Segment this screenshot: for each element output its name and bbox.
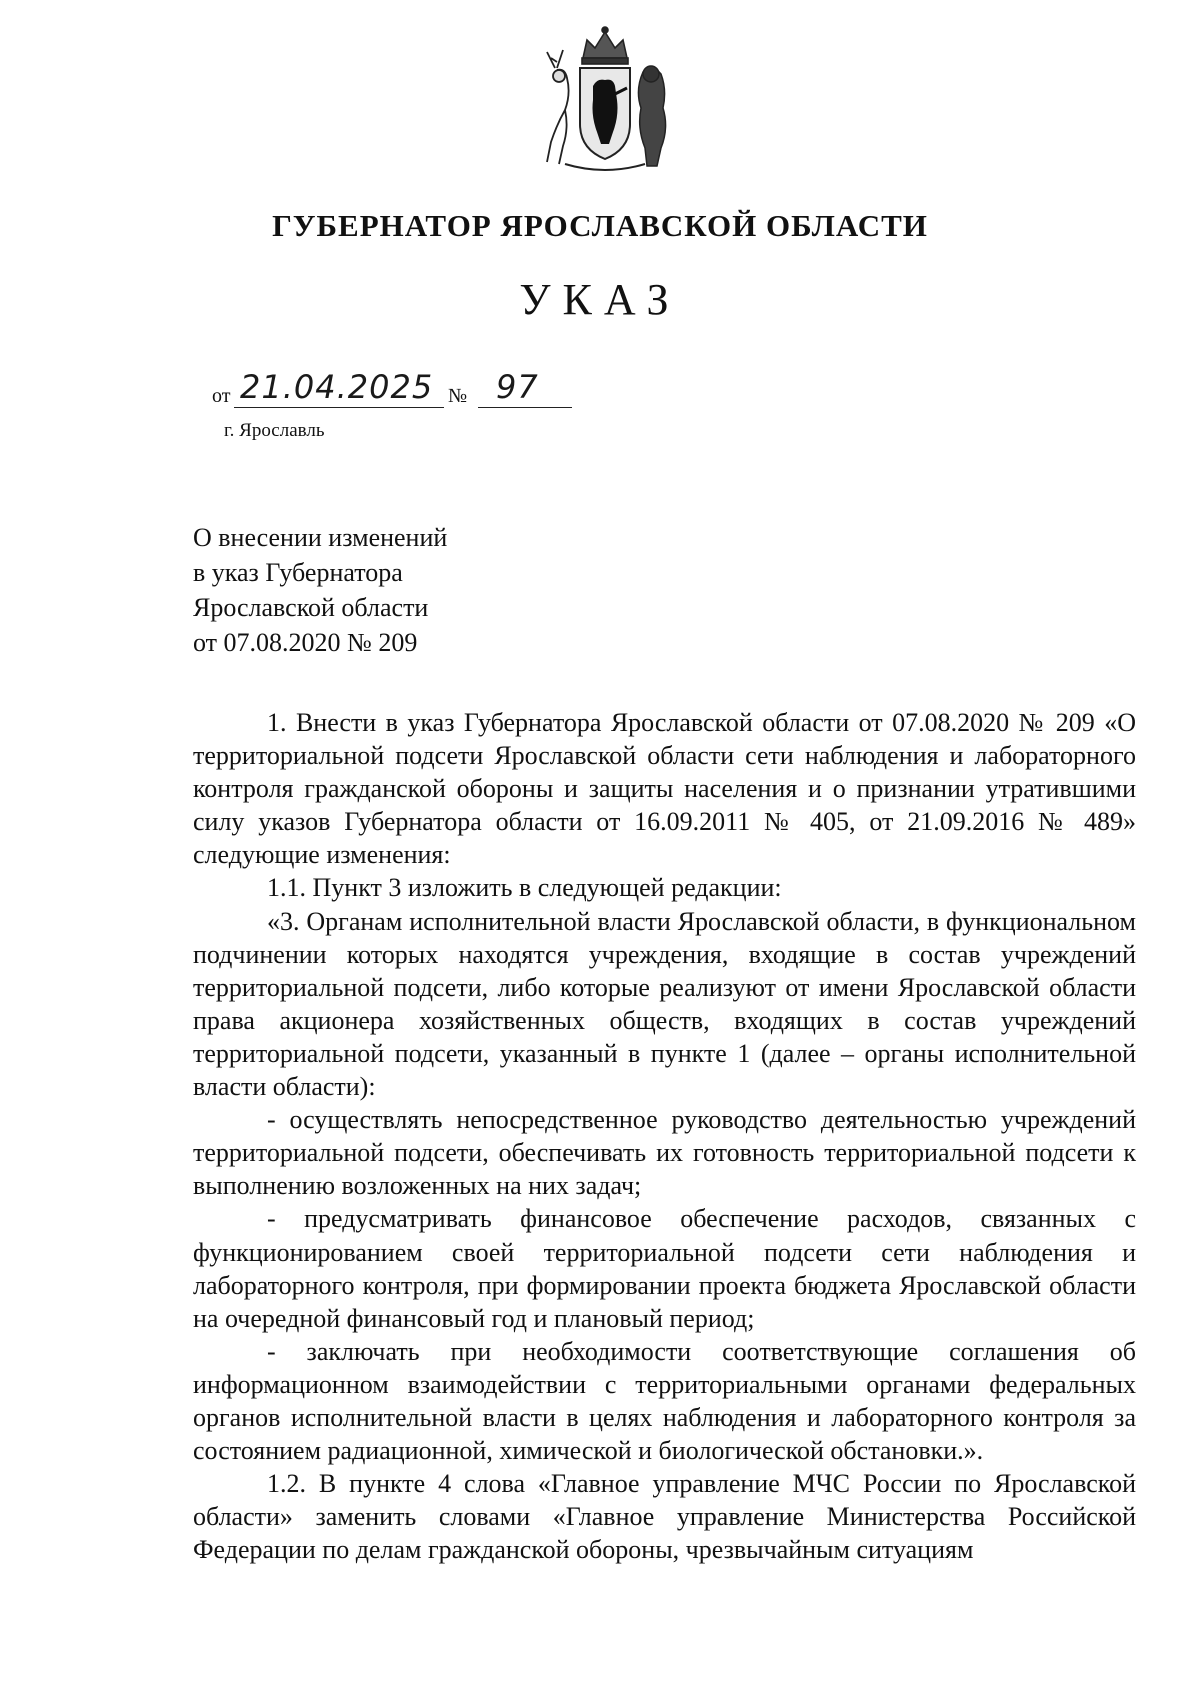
subject-line: О внесении изменений (193, 523, 448, 552)
paragraph-1: 1. Внести в указ Губернатора Ярославской области от 07.08.2020 № 209 «О территориальной подсети Ярославской области сети наблюдения и лабораторного контроля гражданской обороны и защиты населения и о признании утратившими силу указов Губернатора области от 16.09.2011 № 405, от 21.09.2016 № 489» следующие изменения: (193, 708, 1136, 870)
coat-of-arms-icon (535, 24, 675, 174)
date-number-line (212, 368, 572, 412)
issuing-authority: ГУБЕРНАТОР ЯРОСЛАВСКОЙ ОБЛАСТИ (272, 208, 928, 243)
decree-subject (193, 520, 447, 660)
date-underline (234, 407, 444, 408)
paragraph-3-quote: «3. Органам исполнительной власти Ярославской области, в функциональном подчинении которых находятся учреждения, входящие в состав учреждений территориальной подсети, либо которые реализуют от имени Ярославской области права акционера хозяйственных обществ, входящих в состав учреждений территориальной подсети, указанный в пункте 1 (далее – органы исполнительной власти области): (193, 906, 1136, 1102)
paragraph-1-2: 1.2. В пункте 4 слова «Главное управление МЧС России по Ярославской области» заменить словами «Главное управление Министерства Российской Федерации по делам гражданской обороны, чрезвычайным ситуациям (193, 1469, 1136, 1565)
subject-line: в указ Губернатора (193, 558, 403, 587)
paragraph-1-1: 1.1. Пункт 3 изложить в следующей редакции: (267, 873, 782, 903)
date-label: от (212, 385, 231, 407)
handwritten-date: 21.04.2025 (240, 368, 434, 406)
number-label: № (448, 385, 468, 407)
decree-body (193, 706, 1136, 1566)
city-line: г. Ярославль (224, 420, 325, 441)
document-type: УКАЗ (519, 275, 681, 324)
number-underline (478, 407, 572, 408)
bullet-financing: - предусматривать финансовое обеспечение расходов, связанных с функционированием своей территориальной подсети сети наблюдения и лабораторного контроля, при формировании проекта бюджета Ярославской области на очередной финансовый год и плановый период; (193, 1204, 1136, 1333)
handwritten-number: 97 (496, 368, 539, 406)
subject-line: Ярославской области (193, 593, 429, 622)
bullet-leadership: - осуществлять непосредственное руководство деятельностью учреждений территориальной подсети, обеспечивать их готовность территориальной подсети к выполнению возложенных на них задач; (193, 1105, 1136, 1201)
bullet-agreements: - заключать при необходимости соответствующие соглашения об информационном взаимодействии с территориальными органами федеральных органов исполнительной власти в целях наблюдения и лабораторного контроля за состоянием радиационной, химической и биологической обстановки.». (193, 1336, 1136, 1466)
subject-line: от 07.08.2020 № 209 (193, 628, 418, 657)
